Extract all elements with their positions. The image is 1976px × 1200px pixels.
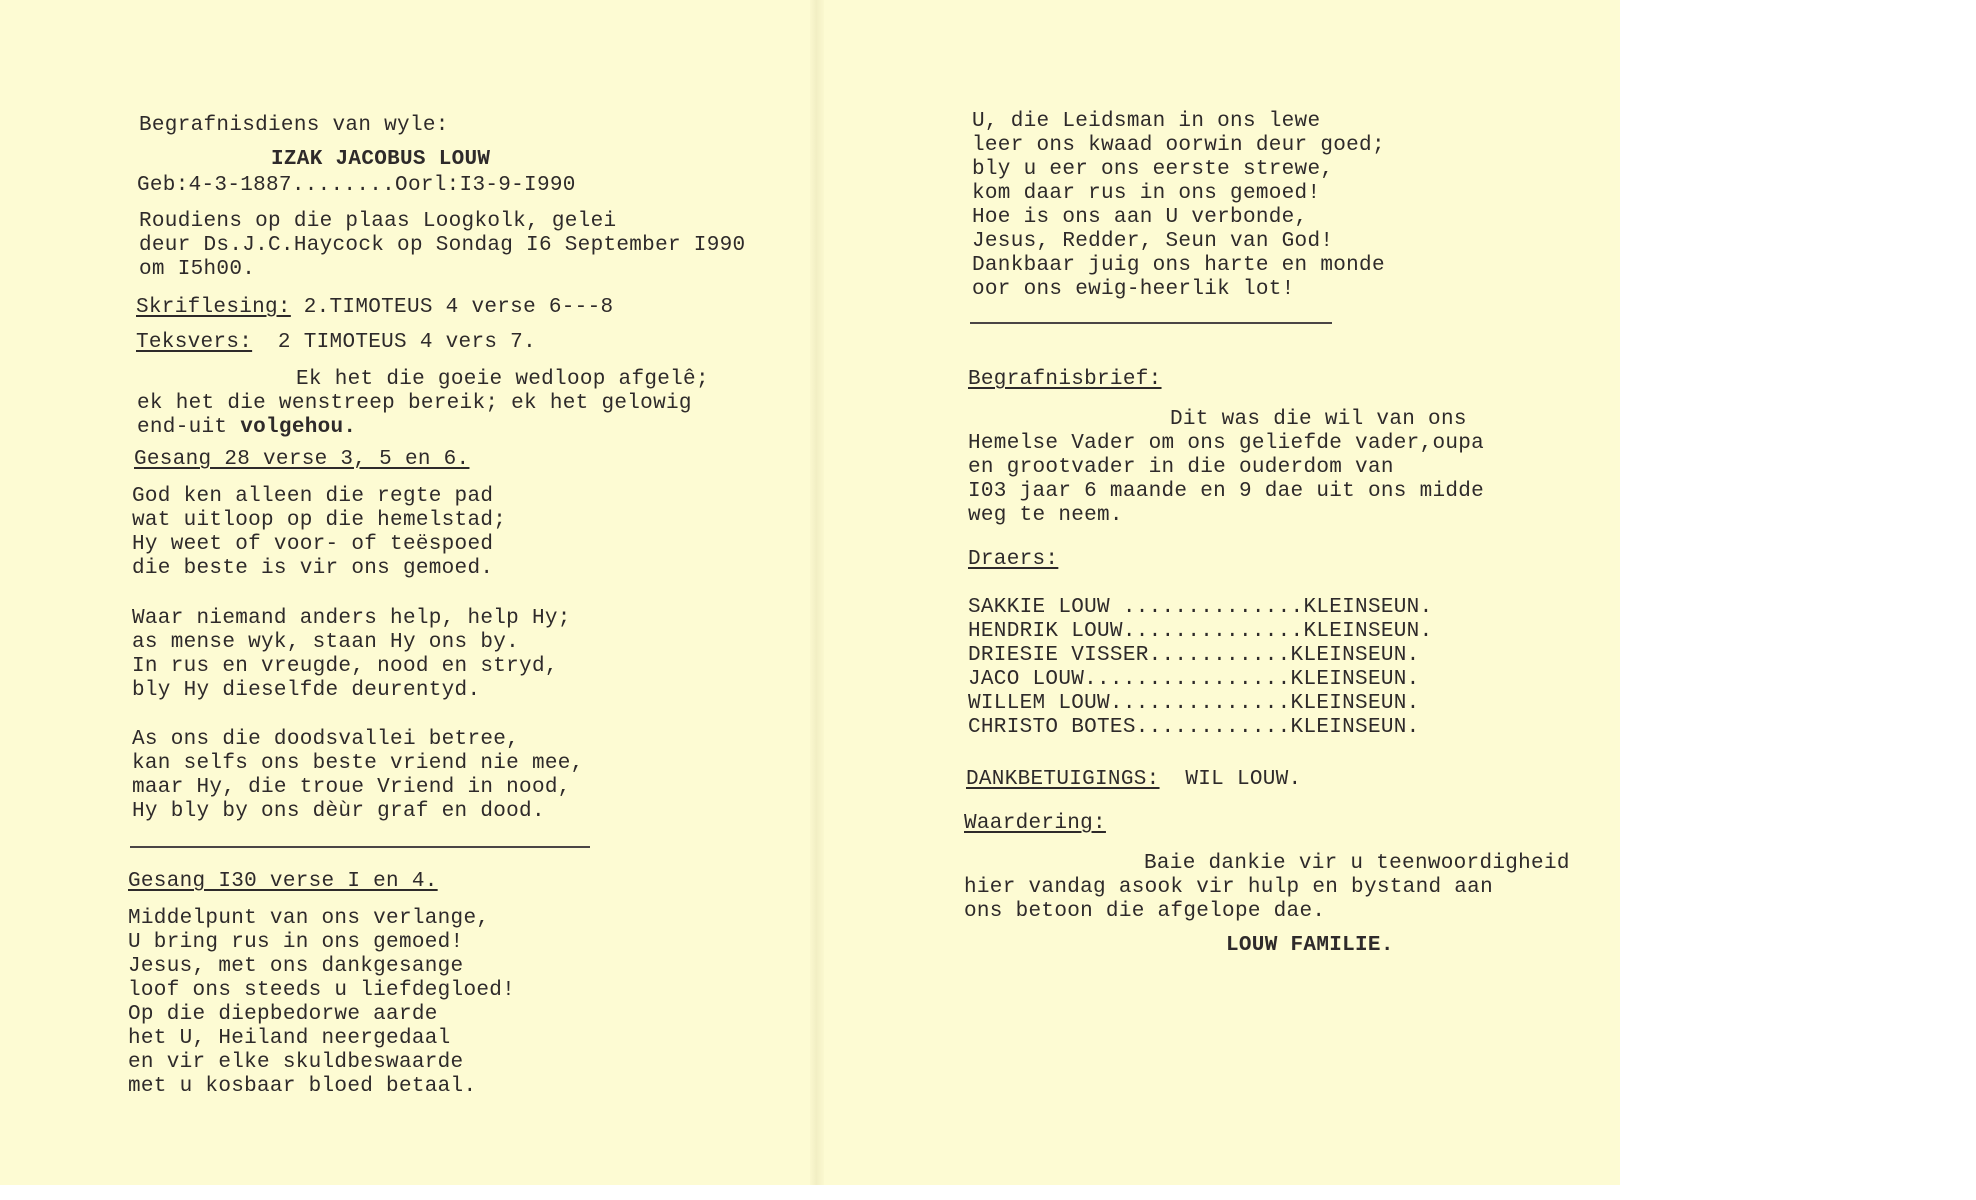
service-line: deur Ds.J.C.Haycock op Sondag I6 September I990 [139, 234, 746, 257]
hymn-line: loof ons steeds u liefdegloed! [128, 979, 516, 1002]
letter-line: en grootvader in die ouderdom van [968, 456, 1394, 479]
letter-line: Dit was die wil van ons [1170, 408, 1467, 431]
hymn-line: bly Hy dieselfde deurentyd. [132, 679, 481, 702]
hymn1-title: Gesang 28 verse 3, 5 en 6. [134, 448, 470, 471]
hymn-line: As ons die doodsvallei betree, [132, 728, 520, 751]
scripture-reading-label: Skriflesing: [136, 296, 291, 319]
hymn-line: God ken alleen die regte pad [132, 485, 494, 508]
section-divider [130, 846, 590, 848]
bearer-row: DRIESIE VISSER...........KLEINSEUN. [968, 644, 1420, 667]
deceased-name: IZAK JACOBUS LOUW [271, 148, 491, 171]
text-verse-text: 2 TIMOTEUS 4 vers 7. [252, 331, 536, 354]
hymn-line: U, die Leidsman in ons lewe [972, 110, 1321, 133]
hymn1-stanza-1 [132, 485, 506, 581]
bearers-list [968, 596, 1432, 740]
hymn-line: wat uitloop op die hemelstad; [132, 509, 507, 532]
appreciation-line: hier vandag asook vir hulp en bystand aan [964, 876, 1493, 899]
hymn-line: die beste is vir ons gemoed. [132, 557, 494, 580]
scripture-reading [136, 296, 613, 320]
thanks-label: DANKBETUIGINGS: [966, 768, 1160, 791]
thanks-text: WIL LOUW. [1159, 768, 1302, 791]
hymn-line: oor ons ewig-heerlik lot! [972, 278, 1295, 301]
verse-line-end-bold: volgehou. [240, 416, 357, 439]
hymn-line: Dankbaar juig ons harte en monde [972, 254, 1385, 277]
hymn-line: U bring rus in ons gemoed! [128, 931, 464, 954]
text-verse-label: Teksvers: [136, 331, 253, 354]
appreciation-first [1144, 852, 1570, 876]
hymn-line: met u kosbaar bloed betaal. [128, 1075, 477, 1098]
appreciation-body [964, 876, 1493, 924]
bearer-row: WILLEM LOUW..............KLEINSEUN. [968, 692, 1420, 715]
funeral-letter-body [968, 432, 1484, 528]
hymn1-title-block [134, 448, 469, 472]
hymn-line: Middelpunt van ons verlange, [128, 907, 490, 930]
bearer-row: SAKKIE LOUW ..............KLEINSEUN. [968, 596, 1433, 619]
birth-death-dates: Geb:4-3-1887........Oorl:I3-9-I990 [137, 174, 576, 197]
appreciation-label-block [964, 812, 1106, 836]
hymn-line: bly u eer ons eerste strewe, [972, 158, 1334, 181]
appreciation-line: ons betoon die afgelope dae. [964, 900, 1326, 923]
letter-line: weg te neem. [968, 504, 1123, 527]
service-details [139, 210, 745, 282]
hymn-line: en vir elke skuldbeswaarde [128, 1051, 464, 1074]
hymn-line: Op die diepbedorwe aarde [128, 1003, 438, 1026]
hymn2-stanza-1 [128, 907, 515, 1099]
hymn-line: Hoe is ons aan U verbonde, [972, 206, 1308, 229]
hymn-line: kom daar rus in ons gemoed! [972, 182, 1321, 205]
hymn1-stanza-2 [132, 607, 571, 703]
hymn-line: Jesus, met ons dankgesange [128, 955, 464, 978]
letter-line: I03 jaar 6 maande en 9 dae uit ons midde [968, 480, 1485, 503]
bearers-label-block [968, 548, 1058, 572]
hymn-line: Waar niemand anders help, help Hy; [132, 607, 571, 630]
hymn2-stanza-2 [972, 110, 1385, 302]
hymn-line: Hy weet of voor- of teëspoed [132, 533, 494, 556]
section-divider [970, 322, 1332, 324]
hymn2-title: Gesang I30 verse I en 4. [128, 870, 438, 893]
hymn-line: as mense wyk, staan Hy ons by. [132, 631, 520, 654]
funeral-letter-label-block [968, 368, 1162, 392]
bearer-row: JACO LOUW................KLEINSEUN. [968, 668, 1420, 691]
text-verse [136, 331, 536, 355]
service-heading: Begrafnisdiens van wyle: [139, 114, 449, 137]
hymn2-title-block [128, 870, 438, 894]
appreciation-label: Waardering: [964, 812, 1106, 835]
hymn-line: In rus en vreugde, nood en stryd, [132, 655, 558, 678]
hymn-line: maar Hy, die troue Vriend in nood, [132, 776, 571, 799]
family-signature: LOUW FAMILIE. [1226, 934, 1394, 957]
left-page-header [139, 114, 449, 138]
hymn-line: het U, Heiland neergedaal [128, 1027, 451, 1050]
thanks-block [966, 768, 1301, 792]
verse-body [137, 392, 692, 440]
bearer-row: HENDRIK LOUW..............KLEINSEUN. [968, 620, 1433, 643]
funeral-letter-first [1170, 408, 1467, 432]
signature-block [1226, 934, 1394, 958]
verse-line: ek het die wenstreep bereik; ek het gelowig [137, 392, 692, 415]
verse-line-end: end-uit [137, 416, 241, 439]
funeral-letter-label: Begrafnisbrief: [968, 368, 1162, 391]
page-fold [810, 0, 824, 1185]
appreciation-line: Baie dankie vir u teenwoordigheid [1144, 852, 1570, 875]
bearers-label: Draers: [968, 548, 1059, 571]
scripture-reading-text: 2.TIMOTEUS 4 verse 6---8 [290, 296, 614, 319]
hymn-line: leer ons kwaad oorwin deur goed; [972, 134, 1385, 157]
bearer-row: CHRISTO BOTES............KLEINSEUN. [968, 716, 1420, 739]
service-line: Roudiens op die plaas Loogkolk, gelei [139, 210, 617, 233]
verse-line: Ek het die goeie wedloop afgelê; [296, 368, 709, 391]
hymn-line: kan selfs ons beste vriend nie mee, [132, 752, 584, 775]
hymn-line: Jesus, Redder, Seun van God! [972, 230, 1334, 253]
letter-line: Hemelse Vader om ons geliefde vader,oupa [968, 432, 1485, 455]
verse-first-line [296, 368, 709, 392]
hymn1-stanza-3 [132, 728, 584, 824]
deceased-name-block [271, 148, 490, 172]
dates-block [137, 174, 576, 198]
service-line: om I5h00. [139, 258, 256, 281]
hymn-line: Hy bly by ons dèùr graf en dood. [132, 800, 545, 823]
